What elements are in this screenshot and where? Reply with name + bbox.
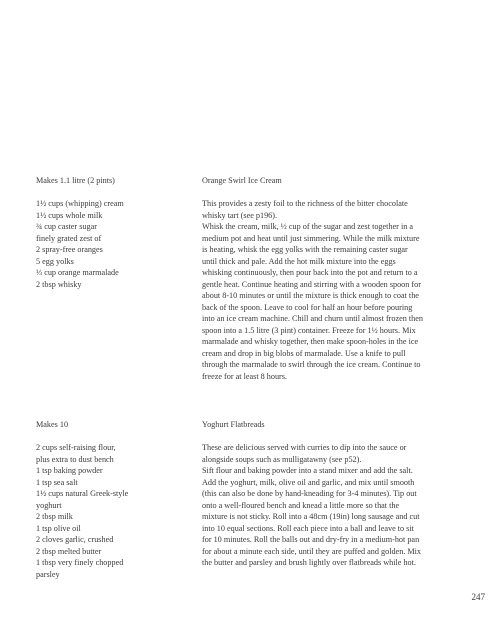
ingredient: 1½ cups (whipping) cream bbox=[36, 199, 124, 208]
ingredient: parsley bbox=[36, 569, 60, 579]
ingredient: 1 tbsp very finely chopped bbox=[36, 558, 124, 567]
ingredient: finely grated zest of bbox=[36, 233, 102, 243]
ingredient: 5 egg yolks bbox=[36, 256, 74, 266]
ingredient: 2 cloves garlic, crushed bbox=[36, 535, 114, 544]
ingredient: 2 spray-free oranges bbox=[36, 245, 103, 254]
ingredient: ⅓ cup orange marmalade bbox=[36, 268, 119, 277]
recipe-1-method: Whisk the cream, milk, ½ cup of the sugar and zest together in a medium pot and heat until just simmering. While the milk mixture is heating, whisk the egg yolks with the remaining caster sugar until thick and pale. Add the hot milk mixture into the eggs whisking continuously, then pour back into the pot and return to a gentle heat. Continue heating and stirring with a wooden spoon for about 8-10 minutes or until the mixture is thick enough to coat the back of the spoon. Leave to cool for half an hour before pouring into an ice cream machine. Chill and churn until almost frozen then spoon into a 1.5 litre (3 pint) container. Freeze for 1½ hours. Mix marmalade and whisky together, then make spoon-holes in the ice cream and drop in big blobs of marmalade. Use a knife to pull through the marmalade to swirl through the ice cream. Continue to freeze for at least 8 hours. bbox=[202, 222, 423, 381]
recipe-1-body bbox=[202, 175, 424, 382]
ingredient: 1½ cups natural Greek-style bbox=[36, 489, 129, 498]
ingredient: 2 tbsp melted butter bbox=[36, 546, 102, 556]
recipe-2-sidebar bbox=[36, 419, 186, 580]
recipe-2-title: Yoghurt Flatbreads bbox=[202, 420, 265, 429]
ingredient: yoghurt bbox=[36, 500, 62, 510]
ingredient: 2 tbsp whisky bbox=[36, 279, 82, 289]
recipe-2-yield: Makes 10 bbox=[36, 420, 69, 429]
ingredient: ¾ cup caster sugar bbox=[36, 222, 97, 231]
recipe-1-title: Orange Swirl Ice Cream bbox=[202, 176, 282, 185]
recipe-1-yield: Makes 1.1 litre (2 pints) bbox=[36, 176, 115, 185]
ingredient: 1 tsp sea salt bbox=[36, 477, 78, 487]
ingredient: 1 tsp olive oil bbox=[36, 523, 81, 533]
ingredient: 2 cups self-raising flour, bbox=[36, 443, 116, 452]
ingredient: 2 tbsp milk bbox=[36, 512, 73, 521]
recipe-1-intro: This provides a zesty foil to the richness of the bitter chocolate whisky tart (see p196). bbox=[202, 199, 408, 220]
recipe-1-sidebar bbox=[36, 175, 186, 290]
recipe-2-ingredient-list bbox=[36, 442, 186, 580]
recipe-1-ingredient-list bbox=[36, 198, 186, 290]
page-number: 247 bbox=[471, 592, 485, 602]
recipe-2-intro: These are delicious served with curries to dip into the sauce or alongside soups such as mulligatawny (see p52). bbox=[202, 443, 407, 464]
recipe-2-method: Sift flour and baking powder into a stand mixer and add the salt. Add the yoghurt, milk, olive oil and garlic, and mix until smooth (this can also be done by hand-kneading for 3-4 minutes). Tip out onto a well-floured bench and knead a little more so that the mixture is not sticky. Roll into a 48cm (19in) long sausage and cut into 10 equal sections. Roll each piece into a ball and leave to sit for 10 minutes. Roll the balls out and dry-fry in a medium-hot pan for about a minute each side, until they are puffed and golden. Mix the butter and parsley and brush lightly over flatbreads while hot. bbox=[202, 466, 422, 567]
ingredient: 1½ cups whole milk bbox=[36, 210, 103, 220]
recipe-2-body bbox=[202, 419, 424, 569]
ingredient: plus extra to dust bench bbox=[36, 454, 114, 464]
ingredient: 1 tsp baking powder bbox=[36, 466, 103, 475]
